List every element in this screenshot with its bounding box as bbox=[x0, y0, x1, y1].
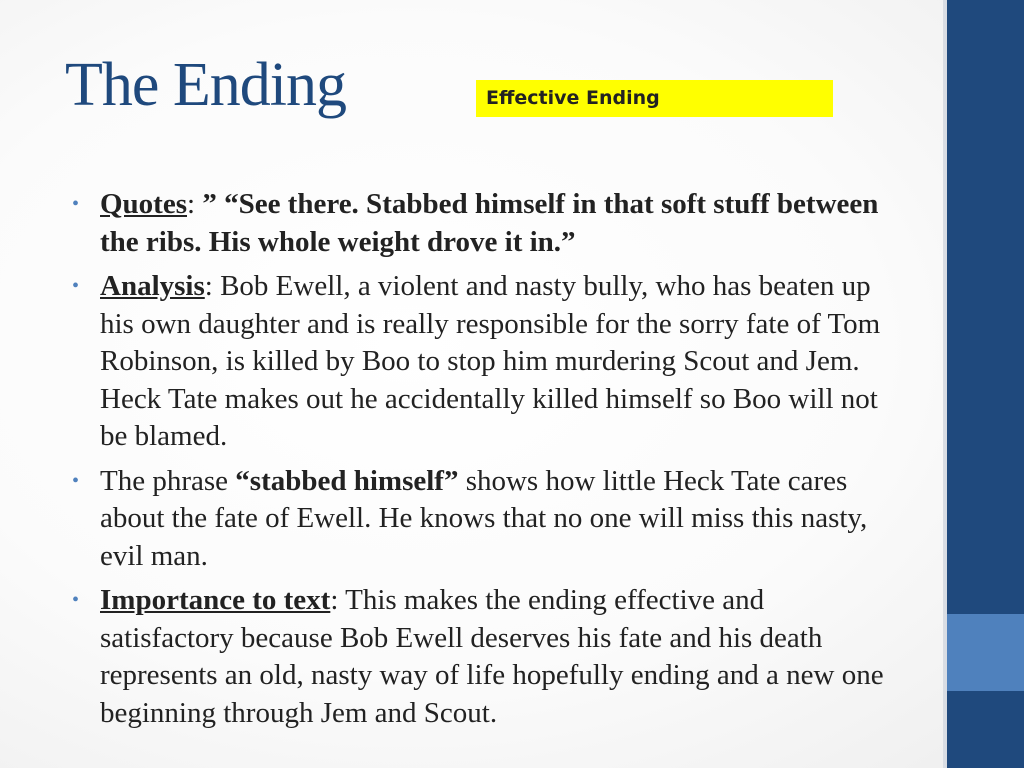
bullet-item-analysis bbox=[70, 268, 900, 456]
analysis-label: Analysis bbox=[100, 270, 205, 302]
bullet-item-phrase bbox=[70, 463, 900, 576]
bullet-item-importance bbox=[70, 582, 900, 732]
quotes-label: Quotes bbox=[100, 188, 187, 220]
bullet-item-quotes bbox=[70, 186, 900, 261]
phrase-bold-text: “stabbed himself” bbox=[235, 464, 459, 497]
phrase-pre-text: The phrase bbox=[100, 464, 236, 497]
quotes-colon: : bbox=[187, 188, 203, 220]
bullet-icon: • bbox=[72, 469, 80, 492]
phrase-post-text: shows how little Heck Tate cares about the fate of Ewell. He knows that no one will miss this nasty, evil man. bbox=[100, 464, 868, 572]
importance-colon: : bbox=[330, 584, 346, 616]
importance-label: Importance to text bbox=[100, 584, 331, 616]
bullet-icon: • bbox=[72, 275, 80, 297]
importance-text: This makes the ending effective and satisfactory because Bob Ewell deserves his fate and his death represents an old, nasty way of life hopefully ending and a new one beginning through Jem and Scout. bbox=[100, 584, 884, 729]
bullet-icon: • bbox=[72, 193, 80, 215]
effective-ending-badge: Effective Ending bbox=[476, 80, 833, 117]
slide-title: The Ending bbox=[65, 51, 346, 119]
analysis-colon: : bbox=[204, 270, 221, 302]
bullet-list bbox=[70, 186, 900, 739]
analysis-text: Bob Ewell, a violent and nasty bully, who has beaten up his own daughter and is really responsible for the sorry fate of Tom Robinson, is killed by Boo to stop him murdering Scout and Jem. Heck Tate makes out he accidentally killed himself so Boo will not be blamed. bbox=[100, 270, 881, 452]
side-band-accent-block bbox=[947, 614, 1024, 691]
quotes-text: ” “See there. Stabbed himself in that soft stuff between the ribs. His whole weight drove it in.” bbox=[100, 188, 879, 258]
bullet-icon: • bbox=[72, 589, 80, 611]
